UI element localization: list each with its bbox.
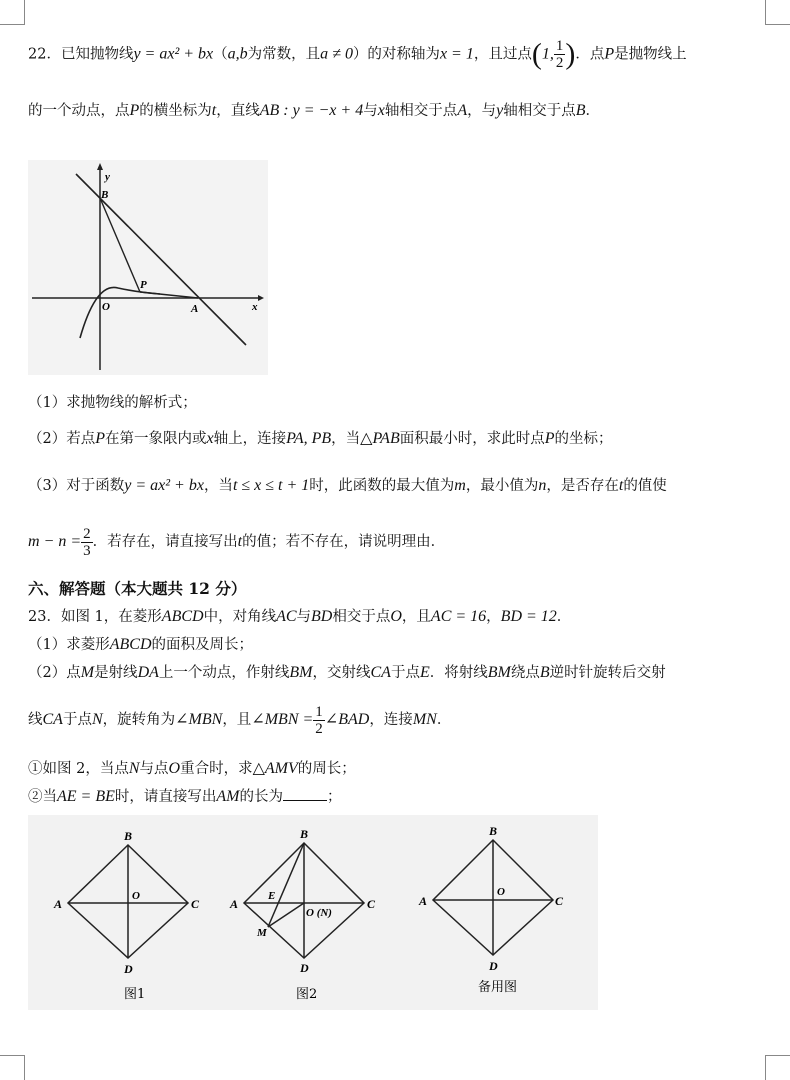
crop-mark-bottom-left [0,1055,25,1080]
text: 轴相交于点 [384,103,458,119]
math: n [538,477,547,494]
math: △PAB [360,430,400,447]
text: 的一个动点，点 [28,103,130,119]
fig3-label-c: C [555,894,564,908]
q23-sub-1 [28,758,356,780]
math: AB : y = −x + 4 [259,102,364,119]
math: AM [216,788,240,805]
math: a,b [227,45,248,63]
math: P [544,430,555,447]
fig2-label-a: A [230,897,239,911]
fig1-label-o: O [132,890,140,902]
text: ①如图 2，当点 [28,761,129,777]
math: y [496,102,504,119]
text: （1）求菱形 [28,637,110,653]
text: 与点 [139,761,169,777]
math: N [128,760,140,777]
q22-part-1: （1）求抛物线的解析式； [28,395,197,411]
math: P [129,102,140,119]
text: ，最小值为 [465,478,539,494]
q22-line-1 [28,38,687,71]
math: AE = BE [57,788,115,805]
math: ∠MBN [175,711,223,728]
math: A [457,102,468,119]
fig2-label-o-n: O (N) [306,907,332,919]
text: 上一个动点，作射线 [158,665,290,681]
math: ABCD [109,636,152,653]
text: 为常数，且 [247,46,321,63]
q22-part-3-cont [28,524,445,560]
text: （2）若点 [28,431,96,447]
math: t [211,102,217,119]
fig3-label-o: O [497,886,505,898]
q23-sub-2 [28,786,342,808]
text: ， [486,609,501,625]
text: 与 [296,609,312,625]
label-p: P [140,279,147,291]
text: 与 [363,103,378,119]
label-x: x [252,301,258,313]
text: ，且 [222,712,252,728]
math: ∠MBN = [251,711,314,728]
math: x = 1 [439,45,474,63]
text: ，与 [467,103,497,119]
text: 线 [28,712,43,728]
fig1-caption: 图1 [124,987,146,1002]
math: CA [370,664,391,681]
label-o: O [102,301,110,313]
text: ，交射线 [312,665,371,681]
text: 重合时，求 [180,761,253,777]
fig2-label-m: M [257,927,267,939]
text: ，旋转角为 [102,712,176,728]
text: 的面积及周长； [151,637,254,653]
math: P [604,45,615,63]
fraction: $\frac{2}{3}$ [83,525,91,559]
text: ，当 [203,478,233,494]
text: 的长为 [239,789,283,805]
text: 于点 [390,665,420,681]
q22-figure [28,160,268,375]
text: 时，此函数的最大值为 [309,478,455,494]
fig3-label-d: D [489,959,498,973]
math: AC = 16 [430,608,487,625]
text: 是射线 [94,665,138,681]
paren-close: ) [565,37,576,71]
text: 时，请直接写出 [114,789,217,805]
label-y: y [105,171,110,183]
math: BM [289,664,313,681]
text: 绕点 [510,665,540,681]
math: BM [487,664,511,681]
fig1-label-c: C [191,897,200,911]
math: CA [42,711,63,728]
text: ．若存在，请直接写出 [92,534,238,550]
text: 的值使 [623,478,667,494]
q23-part-1 [28,634,253,656]
q22-part-3 [28,475,667,497]
text: 的值；若不存在，请说明理由． [242,534,446,550]
fig2-label-c: C [367,897,376,911]
text: ，直线 [216,103,260,119]
text: 中，对角线 [203,609,277,625]
math: a ≠ 0 [320,45,353,63]
text: 相交于点 [332,609,391,625]
text: ，是否存在 [546,478,619,494]
q23-line-1 [28,606,571,628]
text: 的周长； [297,761,356,777]
math: O [390,608,402,625]
text: 轴上，连接 [213,431,287,447]
math: y = ax² + bx [124,477,204,494]
q23-figures [28,815,598,1010]
text: ． [436,712,452,728]
label-a: A [191,303,199,315]
math: t ≤ x ≤ t + 1 [232,477,310,494]
text: ． [585,103,600,119]
text: ．点 [575,46,605,63]
text: 于点 [62,712,92,728]
text: 面积最小时，求此时点 [399,431,545,447]
section-heading: 六、解答题（本大题共 12 分） [28,579,247,598]
paren-open: ( [531,37,542,71]
fig3-label-a: A [419,894,428,908]
math: t [237,533,243,550]
math: MN [412,711,437,728]
text: ．将射线 [429,665,488,681]
math: t [618,477,624,494]
answer-blank [283,786,327,801]
math: O [168,760,181,777]
fig3-label-b: B [489,824,498,838]
math: M [80,664,95,681]
text: 在第一象限内或 [105,431,207,447]
text: 是抛物线上 [614,46,687,63]
math: x [377,102,385,119]
math: E [419,664,430,681]
text: 的横坐标为 [139,103,212,119]
crop-mark-bottom-right [765,1055,790,1080]
math: PA, PB [286,430,332,447]
fig2-label-d: D [300,961,309,975]
text: ，连接 [369,712,413,728]
figure-background [28,160,268,375]
math: y = ax² + bx [133,45,214,63]
fig3-caption: 备用图 [478,980,518,995]
text: ，当 [331,431,361,447]
text: 的坐标； [554,431,613,447]
text: 逆时针旋转后交射 [549,665,666,681]
text: （3）对于函数 [28,478,125,494]
math: △AMV [252,760,298,777]
text: ）的对称轴为 [352,46,440,63]
q22-part-2 [28,428,613,450]
q22-line-2 [28,100,600,122]
math: ∠BAD [324,711,370,728]
crop-mark-top-left [0,0,25,25]
q23-part-2-cont [28,702,451,738]
q23-part-2 [28,662,666,684]
math: BD [311,608,333,625]
text: （2）点 [28,665,81,681]
text: ； [327,789,342,805]
math: B [539,664,550,681]
math: N [91,711,103,728]
math: B [575,102,586,119]
label-b: B [101,189,109,201]
fig2-label-b: B [300,827,309,841]
fig2-label-e: E [268,890,276,902]
fig1-label-a: A [54,897,63,911]
fig2-caption: 图2 [296,987,318,1002]
math: BD = 12 [500,608,557,625]
math: AC [276,608,297,625]
text: ． [556,609,572,625]
text: 轴相交于点 [503,103,576,119]
crop-mark-top-right [765,0,790,25]
math: P [95,430,106,447]
text: （ [213,46,228,63]
fraction: $\frac{1}{2}$ [555,38,564,71]
math: m − n = [28,533,82,550]
math: m [454,477,466,494]
text: 23．如图 1，在菱形 [28,609,162,625]
math: ABCD [161,608,204,625]
fig1-label-d: D [124,962,133,976]
fraction: $\frac{1}{2}$ [315,703,323,737]
text: 22．已知抛物线 [28,46,134,63]
math: DA [137,664,159,681]
text: ②当 [28,789,57,805]
math: 1, [541,45,554,63]
fig1-label-b: B [124,829,133,843]
text: ，且 [401,609,431,625]
text: ，且过点 [473,46,532,63]
math: x [206,430,214,447]
